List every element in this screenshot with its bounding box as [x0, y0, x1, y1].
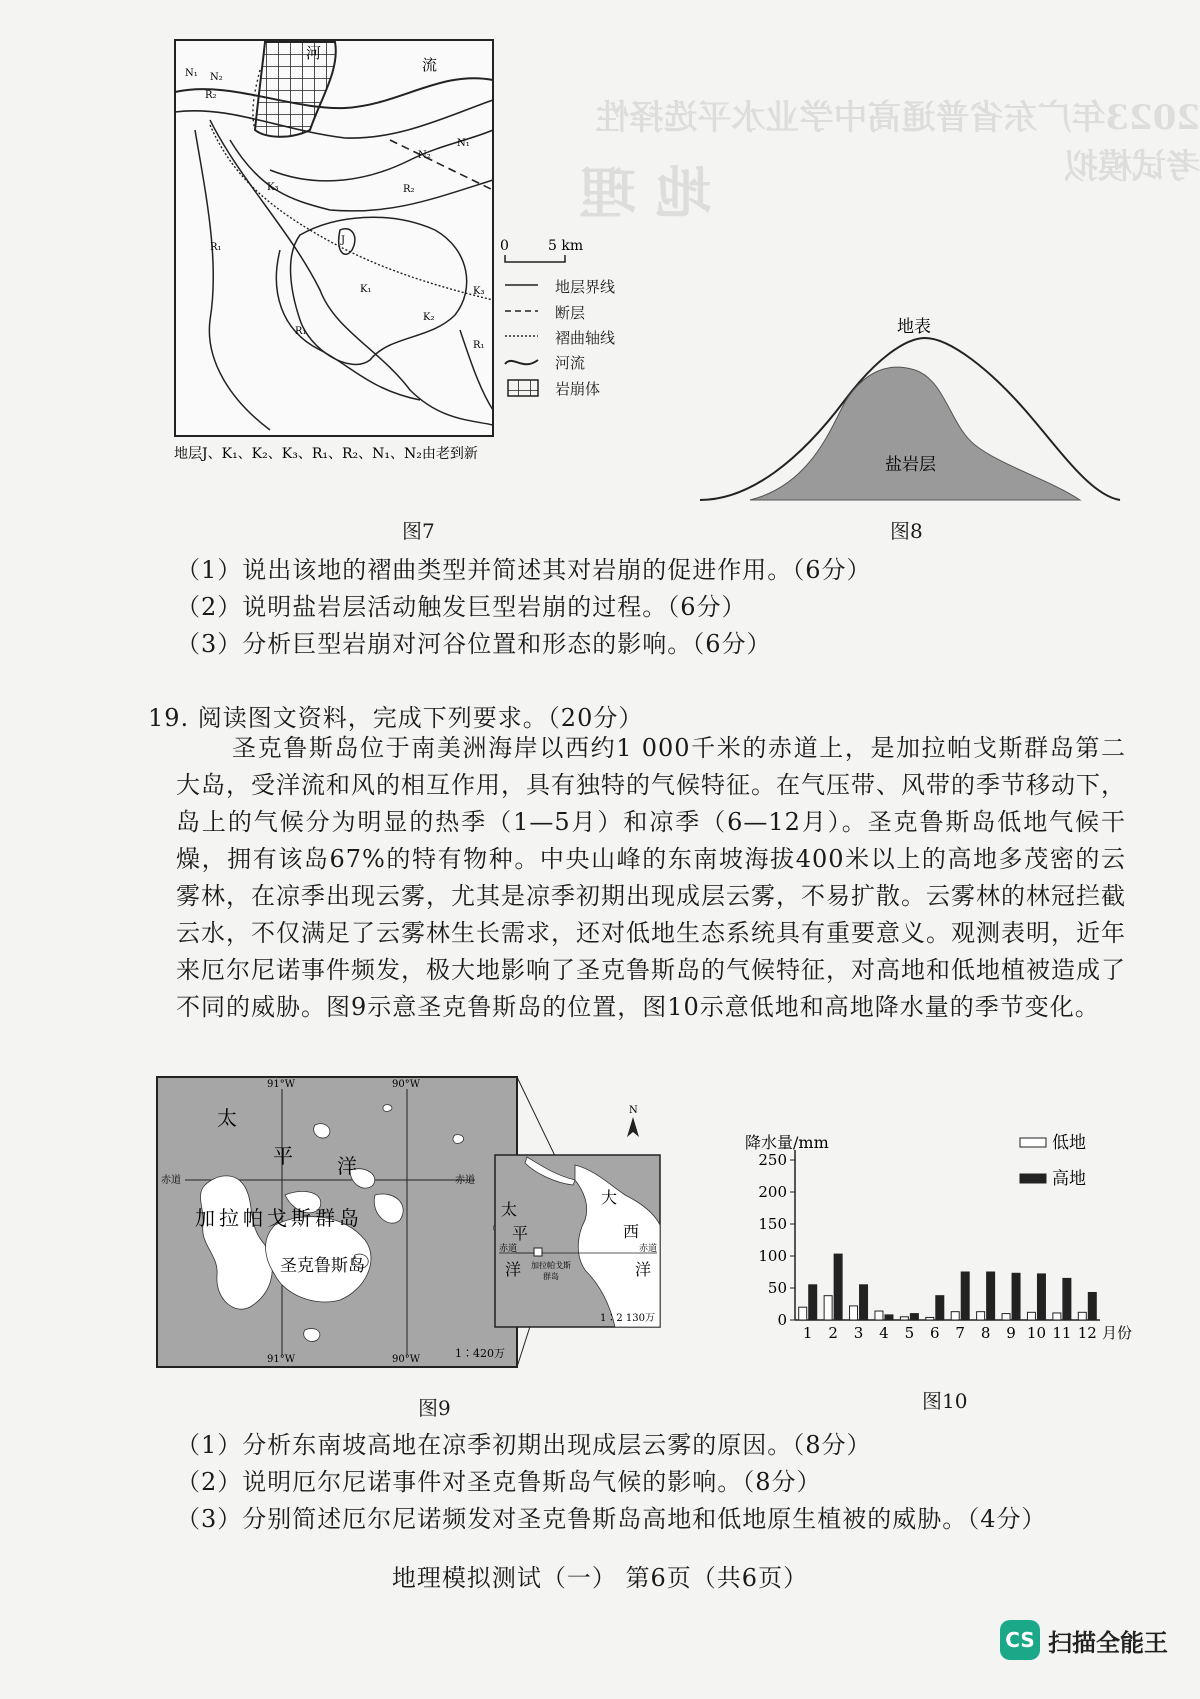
page-footer: 地理模拟测试（一） 第6页（共6页） [391, 1564, 809, 1592]
legend-label-highland: 高地 [1052, 1169, 1086, 1189]
bar-highland [961, 1272, 969, 1320]
svg-text:N: N [629, 1105, 638, 1116]
inset-galapagos-label: 加拉帕戈斯 [531, 1261, 571, 1270]
river-label: 河 [306, 44, 322, 62]
legend-label: 河流 [555, 354, 586, 372]
north-arrow-icon [627, 1105, 639, 1137]
island-shape [304, 1328, 320, 1341]
inset-ocean-label: 平 [512, 1224, 529, 1243]
stratum-label: N₂ [418, 150, 431, 161]
stratum-label: R₁ [210, 242, 222, 253]
stratum-label: N₁ [185, 68, 198, 79]
scanner-watermark [1000, 1620, 1168, 1660]
legend-label-lowland: 低地 [1052, 1133, 1086, 1153]
x-tick-label: 3 [853, 1324, 864, 1342]
island-shape [383, 1105, 392, 1112]
stratum-label: R₁ [473, 340, 485, 351]
x-tick-label: 9 [1006, 1324, 1016, 1342]
bar-lowland [951, 1312, 959, 1320]
q19-passage: 圣克鲁斯岛位于南美洲海岸以西约1 000千米的赤道上，是加拉帕戈斯群岛第二大岛，受洋流和风的相互作用，具有独特的气候特征。在气压带、风带的季节移动下，岛上的气候分为明显的热季（1—5月）和凉季（6—12月）。圣克鲁斯岛低地气候干燥，拥有该岛67%的特有物种。中央山峰的东南坡海拔400米以上的高地多茂密的云雾林，在凉季出现云雾，尤其是凉季初期出现成层云雾，不易扩散。云雾林的林冠拦截云水，不仅满足了云雾林生长需求，还对低地生态系统具有重要意义。观测表明，近年来厄尔尼诺事件频发，极大地影响了圣克鲁斯岛的气候特征，对高地和低地植被造成了不同的威胁。图9示意圣克鲁斯岛的位置，图10示意低地和高地降水量的季节变化。 [176, 734, 1126, 1021]
bar-highland [834, 1254, 842, 1320]
bar-lowland [926, 1317, 934, 1320]
legend-river [555, 352, 585, 373]
stratum-label: R₁ [295, 326, 307, 337]
figure-8-salt-dome [690, 310, 1130, 510]
archipelago-label: 加拉帕戈斯群岛 [195, 1206, 363, 1230]
legend-label: 地层界线 [555, 278, 616, 296]
bleed-through-header: 2023年广东省普通高中学业水平选择性考试模拟 [595, 98, 1200, 187]
bar-highland [987, 1272, 995, 1320]
stratum-label: R₂ [205, 90, 217, 101]
bar-highland [1037, 1274, 1045, 1320]
x-tick-label: 6 [930, 1324, 940, 1342]
bar-lowland [1027, 1312, 1035, 1320]
inset-scale: 1∶2 130万 [600, 1313, 655, 1324]
bar-highland [1063, 1278, 1071, 1320]
figure-7-caption: 图7 [402, 519, 435, 543]
bar-lowland [850, 1306, 858, 1320]
legend-swatch-highland [1020, 1174, 1046, 1183]
x-tick-label: 10 [1026, 1324, 1047, 1342]
inset-equator-label: 赤道 [499, 1244, 518, 1254]
legend-rockslide [555, 378, 600, 399]
x-tick-label: 7 [955, 1324, 965, 1342]
figure-10-precipitation-chart [745, 1120, 1150, 1370]
q19-heading: 19. 阅读图文资料，完成下列要求。（20分） [148, 704, 644, 732]
q18-item-3: （3）分析巨型岩崩对河谷位置和形态的影响。（6分） [176, 630, 772, 658]
longitude-label: 91°W [267, 1079, 296, 1090]
salt-layer-label: 盐岩层 [885, 455, 936, 475]
stratum-label: N₂ [210, 72, 223, 83]
inset-ocean-label: 洋 [635, 1260, 652, 1279]
bar-lowland [1002, 1314, 1010, 1320]
bar-highland [860, 1285, 868, 1320]
bar-lowland [799, 1307, 807, 1320]
figure-9-map [155, 1075, 735, 1375]
stratum-label: K₁ [360, 284, 372, 295]
bar-highland [1088, 1292, 1096, 1320]
x-tick-label: 4 [879, 1324, 889, 1342]
figure-10-caption: 图10 [922, 1389, 968, 1413]
inset-ocean-label: 洋 [505, 1260, 522, 1279]
bar-highland [936, 1296, 944, 1320]
stratum-label: K₃ [267, 182, 279, 193]
legend-swatch-lowland [1020, 1138, 1046, 1147]
bar-lowland [824, 1296, 832, 1320]
q19-item-2: （2）说明厄尔尼诺事件对圣克鲁斯岛气候的影响。（8分） [176, 1468, 822, 1496]
island-shape [453, 1135, 464, 1144]
legend-label: 断层 [555, 304, 586, 322]
stratum-label: J [341, 235, 346, 246]
stratum-label: N₁ [457, 138, 470, 149]
svg-text:0: 0 [500, 238, 509, 254]
longitude-label: 91°W [267, 1354, 296, 1365]
x-tick-label: 11 [1052, 1324, 1072, 1342]
y-tick-label: 150 [758, 1215, 787, 1233]
bar-lowland [900, 1317, 908, 1320]
figure-9-caption: 图9 [418, 1396, 451, 1420]
bar-highland [809, 1285, 817, 1320]
legend-label: 岩崩体 [555, 380, 601, 398]
svg-text:5 km: 5 km [548, 238, 584, 254]
x-axis-unit: 月份 [1102, 1324, 1133, 1342]
x-tick-label: 12 [1077, 1324, 1097, 1342]
y-axis-title: 降水量/mm [745, 1133, 829, 1152]
inset-equator-label: 赤道 [639, 1244, 658, 1254]
bar-highland [885, 1315, 893, 1320]
salt-layer [750, 367, 1080, 500]
inset-galapagos-label: 群岛 [543, 1272, 559, 1281]
x-tick-label: 1 [802, 1324, 813, 1342]
y-tick-label: 200 [758, 1183, 787, 1201]
bar-highland [910, 1314, 918, 1320]
legend-label: 褶曲轴线 [555, 329, 616, 347]
ocean-label: 洋 [337, 1154, 357, 1178]
ocean-label: 太 [217, 1106, 237, 1130]
bleed-through-title: 地 理 [580, 161, 712, 227]
river-label: 流 [422, 56, 438, 74]
scale-bar [500, 238, 583, 262]
longitude-label: 90°W [392, 1079, 421, 1090]
stratum-label: K₂ [423, 312, 435, 323]
x-tick-label: 5 [904, 1324, 915, 1342]
bar-highland [1012, 1273, 1020, 1320]
q18-item-1: （1）说出该地的褶曲类型并简述其对岩崩的促进作用。（6分） [176, 556, 872, 584]
strata-note: 地层J、K₁、K₂、K₃、R₁、R₂、N₁、N₂由老到新 [174, 446, 478, 462]
legend-symbols [505, 285, 538, 396]
legend-stratum-boundary [555, 276, 615, 297]
ocean-label: 平 [273, 1144, 293, 1168]
q19-item-3: （3）分别简述厄尔尼诺频发对圣克鲁斯岛高地和低地原生植被的威胁。（4分） [176, 1505, 1047, 1533]
map-scale: 1∶420万 [455, 1347, 505, 1360]
x-tick-label: 2 [828, 1324, 838, 1342]
y-tick-label: 100 [758, 1247, 787, 1265]
inset-ocean-label: 大 [601, 1188, 618, 1207]
equator-label: 赤道 [161, 1175, 181, 1186]
legend-fault [555, 302, 585, 323]
figure-8-caption: 图8 [890, 519, 923, 543]
bar-lowland [1053, 1313, 1061, 1320]
figure-7-geologic-map [170, 30, 650, 470]
island-label: 圣克鲁斯岛 [280, 1256, 365, 1276]
stratum-label: K₃ [473, 286, 485, 297]
y-tick-label: 0 [777, 1311, 787, 1329]
equator-label: 赤道 [455, 1175, 475, 1186]
bar-lowland [1078, 1312, 1086, 1320]
scanner-app-name: 扫描全能王 [1048, 1628, 1168, 1657]
inset-ocean-label: 太 [501, 1200, 518, 1219]
x-tick-label: 8 [980, 1324, 991, 1342]
y-tick-label: 50 [767, 1279, 787, 1297]
stratum-label: R₂ [403, 184, 415, 195]
bar-lowland [977, 1312, 985, 1320]
legend-fold-axis [555, 327, 615, 348]
longitude-label: 90°W [392, 1354, 421, 1365]
bar-lowland [875, 1311, 883, 1320]
q18-item-2: （2）说明盐岩层活动触发巨型岩崩的过程。（6分） [176, 593, 747, 621]
inset-ocean-label: 西 [623, 1222, 640, 1241]
camscanner-logo-icon: CS [1000, 1620, 1040, 1660]
q19-item-1: （1）分析东南坡高地在凉季初期出现成层云雾的原因。（8分） [176, 1431, 872, 1459]
y-tick-label: 250 [758, 1151, 787, 1169]
surface-label: 地表 [897, 317, 931, 337]
